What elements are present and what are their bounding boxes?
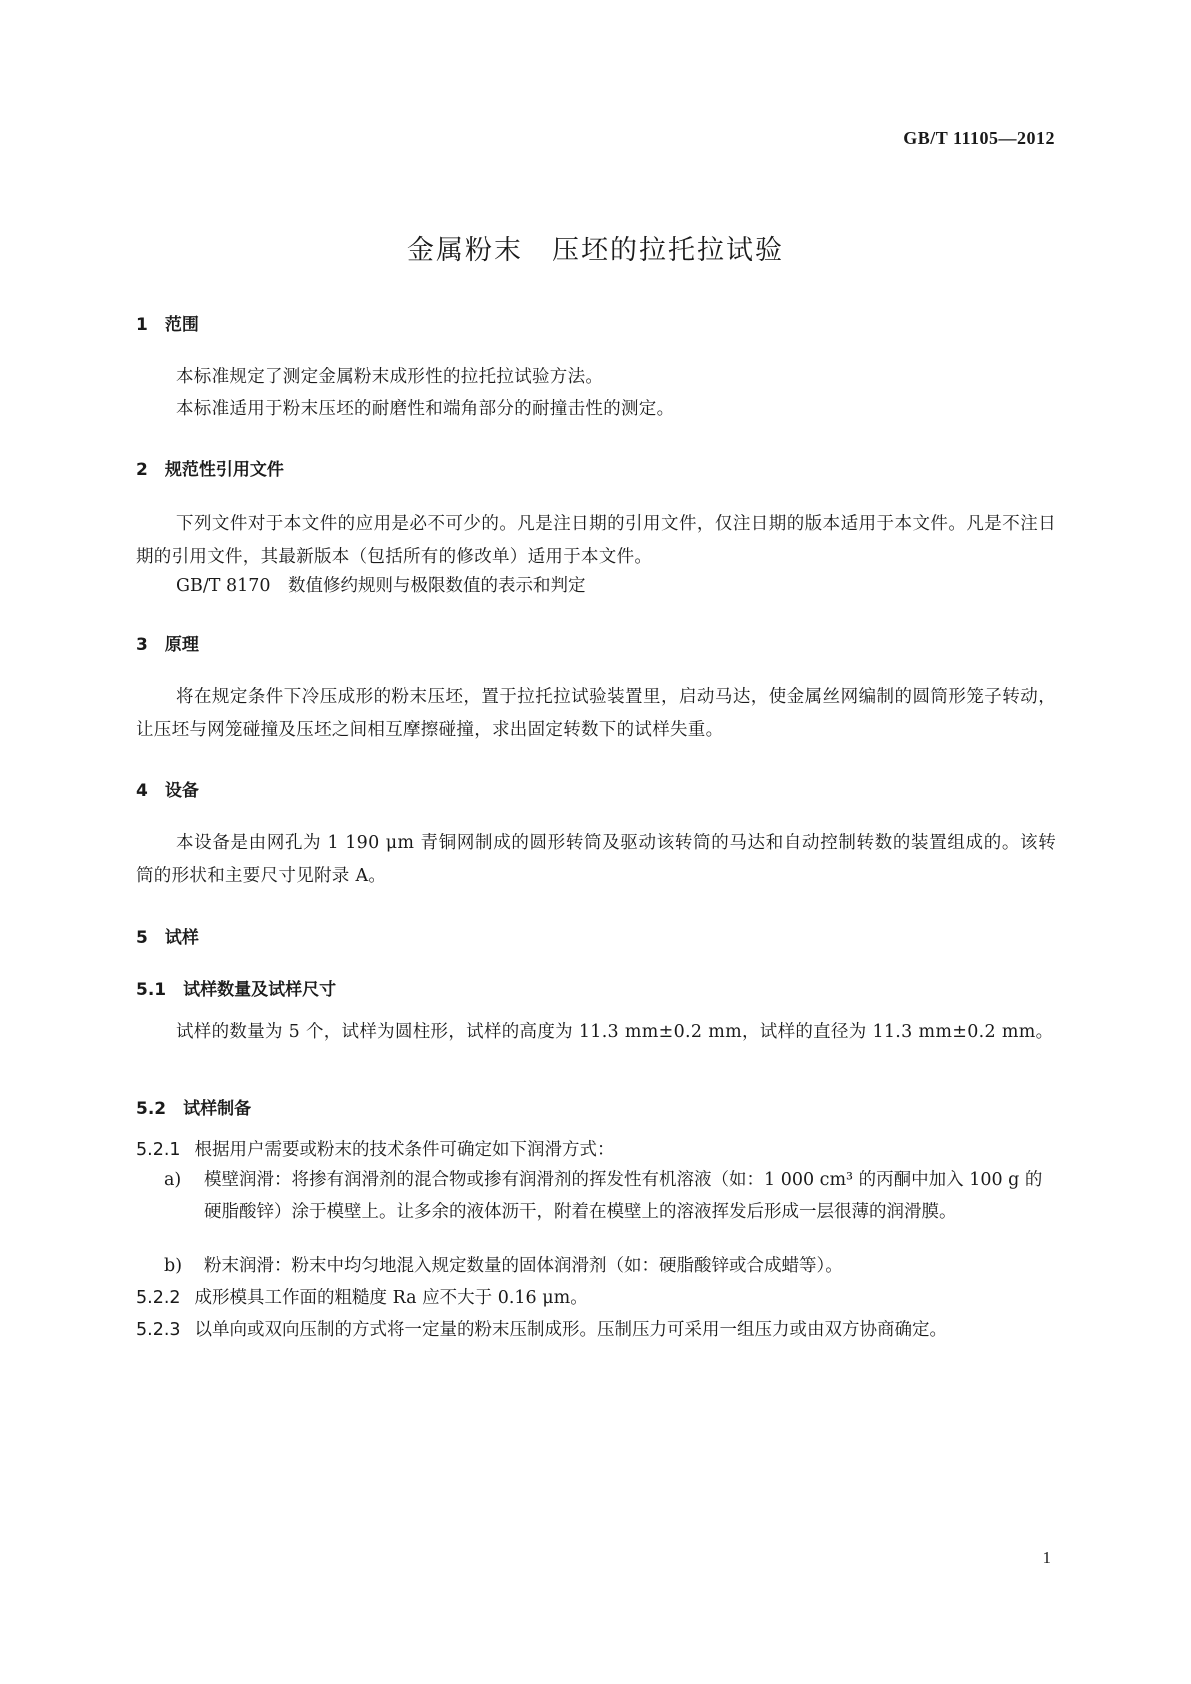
standard-code: GB/T 11105—2012	[903, 128, 1055, 148]
clause-number: 5.2.1	[136, 1140, 181, 1160]
clause-5-2-3	[136, 1314, 1056, 1346]
scope-paragraph-1: 本标准规定了测定金属粉末成形性的拉托拉试验方法。	[176, 367, 604, 387]
clause-number: 5.2.2	[136, 1288, 181, 1308]
heading-equipment: 4 设备	[136, 781, 199, 801]
page-number: 1	[1042, 1548, 1051, 1567]
heading-normative-references: 2 规范性引用文件	[136, 460, 284, 480]
references-paragraph: 下列文件对于本文件的应用是必不可少的。凡是注日期的引用文件，仅注日期的版本适用于本文件。凡是不注日期的引用文件，其最新版本（包括所有的修改单）适用于本文件。	[136, 514, 1056, 567]
clause-5-2-1	[136, 1134, 1056, 1166]
heading-scope: 1 范围	[136, 315, 199, 335]
clause-number: 5.2.3	[136, 1320, 181, 1340]
list-text: 模壁润滑：将掺有润滑剂的混合物或掺有润滑剂的挥发性有机溶液（如：1 000 cm³ 的丙酮中加入 100 g 的硬脂酸锌）涂于模壁上。让多余的液体沥干，附着在模壁上的溶液挥发后形成一层很薄的润滑膜。	[204, 1170, 1043, 1222]
reference-gbt8170: GB/T 8170 数值修约规则与极限数值的表示和判定	[176, 576, 586, 596]
list-marker: a)	[164, 1170, 182, 1190]
heading-specimen-quantity-size: 5.1 试样数量及试样尺寸	[136, 980, 337, 1000]
equipment-paragraph: 本设备是由网孔为 1 190 μm 青铜网制成的圆形转筒及驱动该转筒的马达和自动控制转数的装置组成的。该转筒的形状和主要尺寸见附录 A。	[136, 833, 1056, 886]
list-text: 粉末润滑：粉末中均匀地混入规定数量的固体润滑剂（如：硬脂酸锌或合成蜡等）。	[204, 1256, 843, 1276]
list-item-a	[164, 1164, 1044, 1264]
specimen-size-paragraph: 试样的数量为 5 个，试样为圆柱形，试样的高度为 11.3 mm±0.2 mm，试样的直径为 11.3 mm±0.2 mm。	[176, 1022, 1054, 1042]
list-marker: b)	[164, 1256, 183, 1276]
list-item-b	[164, 1250, 1044, 1284]
clause-text: 成形模具工作面的粗糙度 Ra 应不大于 0.16 μm。	[194, 1288, 588, 1308]
document-title: 金属粉末 压坯的拉托拉试验	[407, 235, 784, 266]
principle-paragraph: 将在规定条件下冷压成形的粉末压坯，置于拉托拉试验装置里，启动马达，使金属丝网编制的圆筒形笼子转动，让压坯与网笼碰撞及压坯之间相互摩擦碰撞，求出固定转数下的试样失重。	[136, 687, 1056, 740]
heading-specimen-preparation: 5.2 试样制备	[136, 1099, 252, 1119]
clause-5-2-2	[136, 1282, 1056, 1314]
heading-specimen: 5 试样	[136, 928, 199, 948]
scope-paragraph-2: 本标准适用于粉末压坯的耐磨性和端角部分的耐撞击性的测定。	[176, 399, 675, 419]
clause-text: 以单向或双向压制的方式将一定量的粉末压制成形。压制压力可采用一组压力或由双方协商确定。	[194, 1320, 948, 1340]
heading-principle: 3 原理	[136, 635, 199, 655]
clause-text: 根据用户需要或粉末的技术条件可确定如下润滑方式：	[194, 1140, 615, 1160]
